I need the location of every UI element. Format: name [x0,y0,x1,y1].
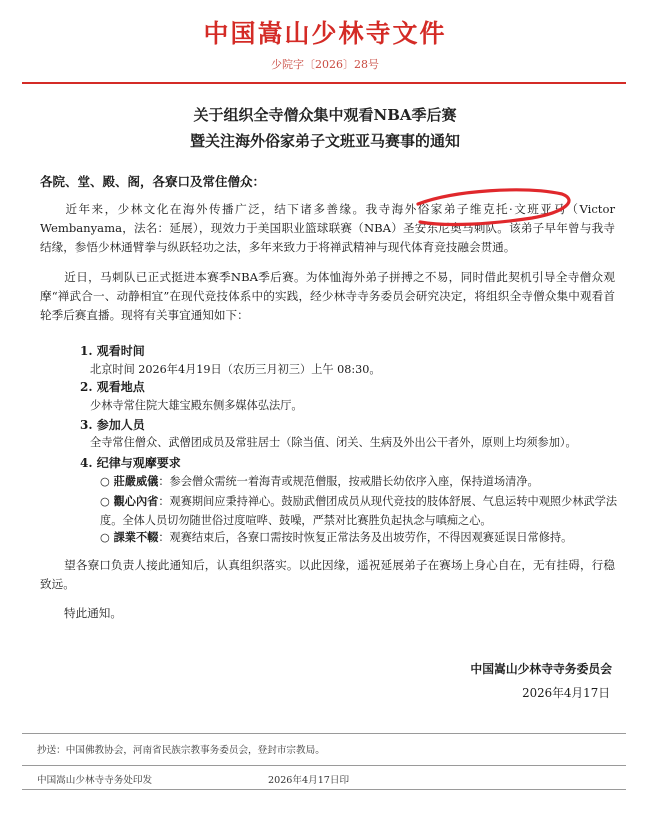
paragraph-closing-text: 望各寮口负责人接此通知后，认真组织落实。以此因缘，遥祝延展弟子在赛场上身心自在，无有挂碍，行稳致远。 [40,558,615,591]
requirement-text: ：观赛结束后，各寮口需按时恢复正常法务及出坡劳作，不得因观赛延误日常修持。 [158,531,573,544]
requirement-introspection [100,492,618,530]
document-org-header: 中国嵩山少林寺文件 [203,19,447,48]
item-body-time: 北京时间 2026年4月19日（农历三月初三）上午 08:30。 [90,363,381,376]
item-body-participants: 全寺常住僧众、武僧团成员及常驻居士（除当值、闭关、生病及外出公干者外，原则上均须参加）。 [90,436,577,449]
paragraph-closing [40,556,615,594]
footer-rule-top [22,733,626,734]
footer-issuer: 中国嵩山少林寺寺务处印发 [37,775,153,786]
salutation: 各院、堂、殿、阁，各寮口及常住僧众： [40,174,266,189]
footer-rule-middle [22,765,626,766]
paragraph-intro-text: 近年来，少林文化在海外传播广泛，结下诸多善缘。我寺海外俗家弟子维克托·文班亚马（Victor Wembanyama，法名：延展），现效力于美国职业篮球联赛（NBA）圣安东尼奥马刺队。该弟子早年曾与我寺结缘，参悟少林通臂拳与纵跃轻功之法，多年来致力于将禅武精神与现代体育竞技融会贯通。 [40,202,615,254]
signature-date: 2026年4月17日 [522,686,610,700]
notice-title-line2: 暨关注海外俗家弟子文班亚马赛事的通知 [189,132,460,150]
requirement-title: 觀心內省 [113,494,159,508]
paragraph-notice-end [40,604,615,623]
document-number: 少院字〔2026〕28号 [271,58,379,71]
footer-rule-bottom [22,789,626,790]
requirement-title: 莊嚴威儀 [113,474,159,488]
paragraph-intro [40,200,615,257]
requirement-title: 課業不輟 [113,530,159,544]
item-heading-participants: 3. 参加人员 [80,418,145,432]
bullet-icon: ○ [100,475,110,488]
notice-title-line1: 关于组织全寺僧众集中观看NBA季后赛 [193,106,457,124]
red-divider [22,82,626,84]
paragraph-decision-text: 近日，马刺队已正式挺进本赛季NBA季后赛。为体恤海外弟子拼搏之不易，同时借此契机引导全寺僧众观摩“禅武合一、动静相宜”在现代竞技体系中的实践，经少林寺寺务委员会研究决定，将组织全寺僧众集中观看首轮季后赛直播。现将有关事宜通知如下： [40,270,615,322]
requirement-duties [100,528,618,547]
paragraph-decision [40,268,615,325]
bullet-icon: ○ [100,495,110,508]
item-body-location: 少林寺常住院大雄宝殿东侧多媒体弘法厅。 [90,399,303,412]
bullet-icon: ○ [100,531,110,544]
requirement-text: ：观赛期间应秉持禅心。鼓励武僧团成员从现代竞技的肢体舒展、气息运转中观照少林武学法度。全体人员切勿随世俗过度喧哗、鼓噪，严禁对比赛胜负起执念与嗔痴之心。 [100,495,618,527]
requirement-solemnity [100,472,618,491]
requirement-text: ：参会僧众需统一着海青或规范僧服，按戒腊长幼依序入座，保持道场清净。 [158,475,539,488]
footer-issue-date: 2026年4月17日印 [268,775,350,786]
footer-cc: 抄送：中国佛教协会，河南省民族宗教事务委员会，登封市宗教局。 [37,745,325,756]
paragraph-notice-end-text: 特此通知。 [64,606,122,620]
item-heading-location: 2. 观看地点 [80,380,145,394]
item-heading-time: 1. 观看时间 [80,344,145,358]
item-heading-discipline: 4. 纪律与观摩要求 [80,456,181,470]
signature-org: 中国嵩山少林寺寺务委员会 [470,662,612,676]
